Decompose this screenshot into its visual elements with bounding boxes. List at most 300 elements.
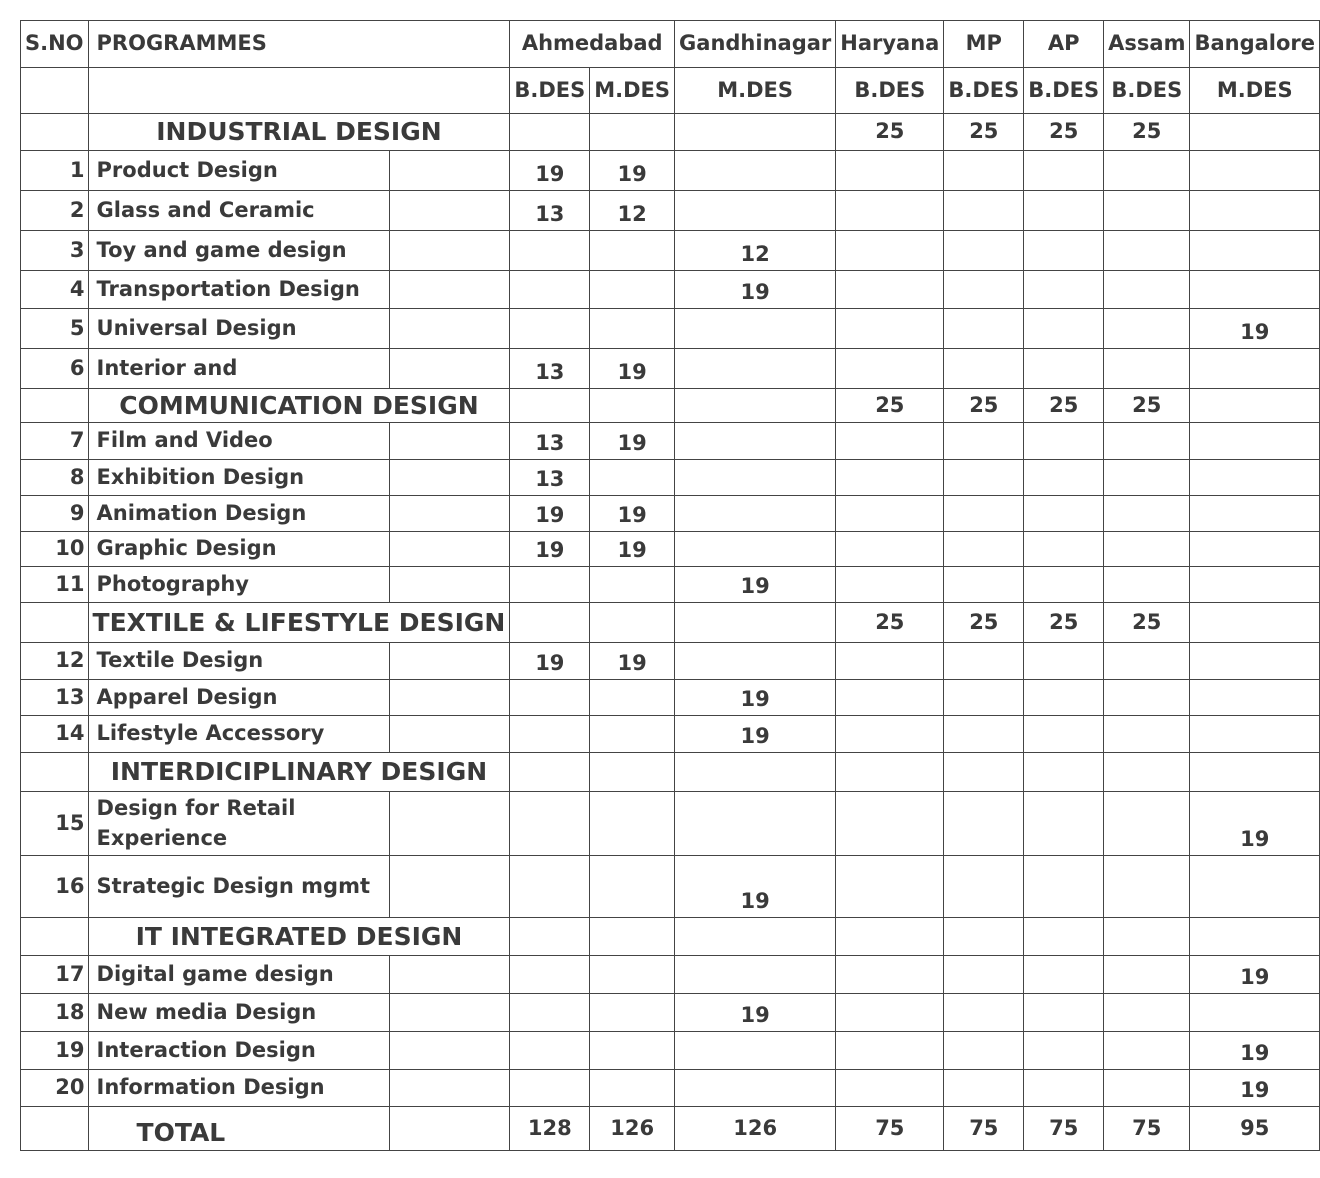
programme-name: Film and Video [88, 423, 390, 460]
seat-count-cell [1104, 956, 1190, 994]
blank-cell [390, 309, 510, 349]
total-value-cell: 126 [590, 1107, 675, 1151]
serial-number: 2 [21, 191, 89, 231]
seat-count-cell [1104, 643, 1190, 680]
table-row [21, 309, 1320, 349]
seat-count-cell [1190, 680, 1320, 716]
seat-count-cell: 19 [1190, 1032, 1320, 1070]
seat-count-cell [590, 994, 675, 1032]
programme-name: Interaction Design [88, 1032, 390, 1070]
seat-count-cell [675, 349, 836, 389]
serial-number: 7 [21, 423, 89, 460]
serial-number: 6 [21, 349, 89, 389]
blank-cell [390, 1070, 510, 1107]
blank-cell [390, 191, 510, 231]
programme-name: Graphic Design [88, 532, 390, 567]
programme-name: Design for Retail Experience [88, 792, 390, 856]
section-title: INDUSTRIAL DESIGN [88, 114, 510, 151]
table-row [21, 231, 1320, 271]
seat-count-cell: 19 [590, 532, 675, 567]
seat-count-cell [1190, 231, 1320, 271]
seat-count-cell: 19 [590, 151, 675, 191]
seat-count-cell [590, 309, 675, 349]
seat-count-cell [944, 460, 1024, 496]
seat-count-cell [944, 716, 1024, 753]
campus-ap: AP [1024, 21, 1104, 68]
programme-name: Universal Design [88, 309, 390, 349]
seat-count-cell [1024, 680, 1104, 716]
seat-count-cell [675, 792, 836, 856]
seat-count-cell [1190, 716, 1320, 753]
blank-cell [21, 603, 89, 643]
seat-count-cell [1024, 792, 1104, 856]
section-value-cell [1190, 603, 1320, 643]
seat-count-cell [1104, 532, 1190, 567]
seat-count-cell [510, 271, 590, 309]
seat-count-cell [836, 1070, 944, 1107]
section-value-cell [510, 114, 590, 151]
programme-name: Photography [88, 567, 390, 603]
section-value-cell [590, 389, 675, 423]
seat-count-cell [590, 567, 675, 603]
section-value-cell: 25 [944, 114, 1024, 151]
seat-count-cell [675, 532, 836, 567]
section-value-cell [1024, 753, 1104, 792]
seat-count-cell [944, 856, 1024, 918]
blank-cell [390, 423, 510, 460]
seat-count-cell: 19 [590, 349, 675, 389]
seat-count-cell [836, 1032, 944, 1070]
section-value-cell: 25 [1104, 389, 1190, 423]
seat-count-cell: 19 [510, 151, 590, 191]
seat-count-cell [590, 716, 675, 753]
seat-count-cell: 19 [1190, 309, 1320, 349]
campus-ahmedabad: Ahmedabad [510, 21, 675, 68]
seat-count-cell [944, 309, 1024, 349]
blank-cell [390, 567, 510, 603]
blank-cell [21, 1107, 89, 1151]
blank-cell [390, 856, 510, 918]
programme-name: Glass and Ceramic [88, 191, 390, 231]
seat-count-cell: 13 [510, 349, 590, 389]
seat-count-cell [1190, 532, 1320, 567]
blank-cell [390, 68, 510, 114]
total-label: TOTAL [88, 1107, 390, 1151]
seat-count-cell [1104, 191, 1190, 231]
seat-count-cell [944, 792, 1024, 856]
seat-count-cell [1104, 1032, 1190, 1070]
seat-count-cell [836, 191, 944, 231]
seat-count-cell [1190, 643, 1320, 680]
blank-header-cell [390, 21, 510, 68]
total-value-cell: 75 [1024, 1107, 1104, 1151]
section-value-cell [510, 918, 590, 956]
seat-count-cell: 19 [510, 532, 590, 567]
seat-count-cell [510, 792, 590, 856]
serial-number: 10 [21, 532, 89, 567]
seat-count-cell [675, 1070, 836, 1107]
blank-cell [390, 496, 510, 532]
seat-count-cell [1104, 496, 1190, 532]
section-value-cell [675, 603, 836, 643]
header-campus-row [21, 21, 1320, 68]
serial-number: 12 [21, 643, 89, 680]
seat-count-cell [675, 643, 836, 680]
table-row [21, 680, 1320, 716]
seat-count-cell [510, 856, 590, 918]
section-value-cell: 25 [1104, 603, 1190, 643]
seat-count-cell [1190, 567, 1320, 603]
table-row [21, 567, 1320, 603]
section-title: TEXTILE & LIFESTYLE DESIGN [88, 603, 510, 643]
blank-cell [21, 918, 89, 956]
total-value-cell: 75 [944, 1107, 1024, 1151]
degree-label: B.DES [1104, 68, 1190, 114]
seat-count-cell [944, 680, 1024, 716]
programme-name: Animation Design [88, 496, 390, 532]
table-row [21, 496, 1320, 532]
section-value-cell [1024, 918, 1104, 956]
section-value-cell: 25 [944, 389, 1024, 423]
section-value-cell: 25 [836, 603, 944, 643]
seat-count-cell [836, 792, 944, 856]
section-value-cell: 25 [1024, 114, 1104, 151]
seat-count-cell [836, 460, 944, 496]
seat-count-cell [944, 994, 1024, 1032]
blank-cell [390, 1107, 510, 1151]
blank-cell [390, 1032, 510, 1070]
seat-count-cell [1024, 191, 1104, 231]
total-value-cell: 75 [836, 1107, 944, 1151]
seat-count-cell [944, 423, 1024, 460]
table-row [21, 191, 1320, 231]
section-value-cell [675, 918, 836, 956]
section-row-textile [21, 603, 1320, 643]
programme-name: Information Design [88, 1070, 390, 1107]
section-value-cell [1190, 114, 1320, 151]
seat-count-cell [1190, 496, 1320, 532]
seat-count-cell: 13 [510, 423, 590, 460]
section-value-cell [1190, 753, 1320, 792]
seat-count-cell [590, 1032, 675, 1070]
section-value-cell [944, 918, 1024, 956]
table-row [21, 956, 1320, 994]
seat-count-cell [944, 1070, 1024, 1107]
table-row [21, 271, 1320, 309]
blank-cell [21, 114, 89, 151]
seat-count-cell: 19 [510, 643, 590, 680]
section-value-cell [675, 114, 836, 151]
sno-header: S.NO [21, 21, 89, 68]
section-row-communication [21, 389, 1320, 423]
seat-count-cell [1104, 994, 1190, 1032]
seat-count-cell [1190, 151, 1320, 191]
seat-count-cell [675, 460, 836, 496]
seat-count-cell [836, 643, 944, 680]
programme-name: Lifestyle Accessory [88, 716, 390, 753]
section-row-it [21, 918, 1320, 956]
programme-name: Product Design [88, 151, 390, 191]
seat-count-cell [1024, 567, 1104, 603]
seat-count-cell [1190, 423, 1320, 460]
seat-count-cell [836, 956, 944, 994]
degree-label: B.DES [1024, 68, 1104, 114]
table-row [21, 151, 1320, 191]
seat-count-cell [1024, 956, 1104, 994]
seat-count-cell: 19 [1190, 1070, 1320, 1107]
seat-count-cell [510, 1070, 590, 1107]
section-value-cell: 25 [1024, 389, 1104, 423]
seat-count-cell: 13 [510, 460, 590, 496]
seat-count-cell [510, 956, 590, 994]
blank-cell [390, 460, 510, 496]
seat-count-cell [675, 956, 836, 994]
programme-name: Toy and game design [88, 231, 390, 271]
programme-name: Apparel Design [88, 680, 390, 716]
seat-count-cell [1104, 680, 1190, 716]
serial-number: 8 [21, 460, 89, 496]
serial-number: 15 [21, 792, 89, 856]
blank-cell [390, 994, 510, 1032]
seat-count-cell [590, 956, 675, 994]
section-value-cell [590, 114, 675, 151]
section-value-cell [510, 603, 590, 643]
seat-count-cell [1024, 532, 1104, 567]
campus-mp: MP [944, 21, 1024, 68]
seat-count-cell [1104, 349, 1190, 389]
table-row [21, 792, 1320, 856]
seat-count-cell [590, 460, 675, 496]
blank-cell [390, 532, 510, 567]
seat-count-cell [944, 496, 1024, 532]
seat-count-cell: 19 [510, 496, 590, 532]
seat-count-cell [590, 1070, 675, 1107]
seat-count-cell [944, 151, 1024, 191]
seat-count-cell [675, 496, 836, 532]
degree-label: M.DES [675, 68, 836, 114]
seat-count-cell [1190, 349, 1320, 389]
blank-cell [390, 716, 510, 753]
seat-count-cell [1190, 191, 1320, 231]
programme-name: Textile Design [88, 643, 390, 680]
total-value-cell: 128 [510, 1107, 590, 1151]
seat-count-cell [944, 271, 1024, 309]
seat-count-cell [675, 1032, 836, 1070]
seat-count-cell [836, 856, 944, 918]
section-value-cell [675, 389, 836, 423]
seat-count-cell [836, 994, 944, 1032]
serial-number: 1 [21, 151, 89, 191]
blank-cell [390, 271, 510, 309]
seat-count-cell [1190, 460, 1320, 496]
section-value-cell: 25 [1024, 603, 1104, 643]
seat-count-cell [836, 496, 944, 532]
blank-cell [390, 349, 510, 389]
seat-count-cell [1024, 271, 1104, 309]
seat-count-cell [675, 151, 836, 191]
blank-cell [390, 792, 510, 856]
seat-count-cell [1024, 1032, 1104, 1070]
section-value-cell [675, 753, 836, 792]
seat-count-cell: 19 [675, 856, 836, 918]
serial-number: 17 [21, 956, 89, 994]
section-value-cell [590, 753, 675, 792]
programme-name: Strategic Design mgmt [88, 856, 390, 918]
seat-count-cell [1104, 792, 1190, 856]
seat-count-cell [590, 792, 675, 856]
table-row [21, 856, 1320, 918]
section-value-cell: 25 [836, 389, 944, 423]
seat-count-cell [944, 643, 1024, 680]
seat-count-cell: 19 [1190, 956, 1320, 994]
seat-count-cell: 19 [675, 716, 836, 753]
section-value-cell [590, 603, 675, 643]
seat-count-cell [1024, 309, 1104, 349]
degree-label: M.DES [590, 68, 675, 114]
total-value-cell: 75 [1104, 1107, 1190, 1151]
seat-count-cell [1104, 716, 1190, 753]
seat-count-cell [1024, 231, 1104, 271]
seat-count-cell [1024, 460, 1104, 496]
seat-count-cell [1024, 994, 1104, 1032]
seat-count-cell [944, 1032, 1024, 1070]
seat-count-cell [675, 191, 836, 231]
table-row [21, 532, 1320, 567]
table-row [21, 1032, 1320, 1070]
programmes-header: PROGRAMMES [88, 21, 390, 68]
seat-count-cell [1024, 643, 1104, 680]
serial-number: 3 [21, 231, 89, 271]
seat-count-cell [1190, 856, 1320, 918]
campus-haryana: Haryana [836, 21, 944, 68]
seat-matrix-table [20, 20, 1320, 1151]
section-value-cell: 25 [836, 114, 944, 151]
section-value-cell: 25 [1104, 114, 1190, 151]
campus-bangalore: Bangalore [1190, 21, 1320, 68]
seat-count-cell: 19 [590, 643, 675, 680]
programme-name: New media Design [88, 994, 390, 1032]
seat-count-cell [836, 532, 944, 567]
degree-label: B.DES [836, 68, 944, 114]
section-value-cell [1104, 753, 1190, 792]
seat-count-cell [510, 994, 590, 1032]
seat-count-cell [1024, 349, 1104, 389]
seat-count-cell [1104, 271, 1190, 309]
seat-count-cell [675, 423, 836, 460]
section-title: INTERDICIPLINARY DESIGN [88, 753, 510, 792]
seat-count-cell [590, 856, 675, 918]
seat-count-cell [944, 231, 1024, 271]
seat-count-cell: 19 [590, 423, 675, 460]
table-row [21, 349, 1320, 389]
seat-count-cell: 19 [1190, 792, 1320, 856]
degree-label: M.DES [1190, 68, 1320, 114]
seat-count-cell [1190, 271, 1320, 309]
section-value-cell: 25 [944, 603, 1024, 643]
seat-count-cell [836, 680, 944, 716]
seat-count-cell [944, 567, 1024, 603]
serial-number: 16 [21, 856, 89, 918]
seat-count-cell: 19 [675, 994, 836, 1032]
header-degree-row [21, 68, 1320, 114]
section-value-cell [1190, 389, 1320, 423]
seat-count-cell [1104, 309, 1190, 349]
table-row [21, 460, 1320, 496]
programme-name: Digital game design [88, 956, 390, 994]
seat-count-cell: 19 [675, 680, 836, 716]
section-row-interdisciplinary [21, 753, 1320, 792]
blank-cell [21, 753, 89, 792]
seat-count-cell [1104, 151, 1190, 191]
seat-count-cell [510, 567, 590, 603]
section-value-cell [944, 753, 1024, 792]
seat-count-cell [836, 423, 944, 460]
blank-cell [88, 68, 390, 114]
seat-count-cell [944, 349, 1024, 389]
seat-count-cell [510, 680, 590, 716]
seat-count-cell [1024, 423, 1104, 460]
section-title: COMMUNICATION DESIGN [88, 389, 510, 423]
seat-count-cell [510, 1032, 590, 1070]
seat-count-cell [836, 231, 944, 271]
section-value-cell [590, 918, 675, 956]
seat-count-cell [944, 532, 1024, 567]
serial-number: 4 [21, 271, 89, 309]
blank-cell [390, 956, 510, 994]
seat-count-cell [590, 680, 675, 716]
serial-number: 5 [21, 309, 89, 349]
seat-count-cell [944, 191, 1024, 231]
seat-count-cell [944, 956, 1024, 994]
section-title: IT INTEGRATED DESIGN [88, 918, 510, 956]
seat-count-cell: 13 [510, 191, 590, 231]
seat-count-cell [1024, 856, 1104, 918]
total-row [21, 1107, 1320, 1151]
campus-gandhinagar: Gandhinagar [675, 21, 836, 68]
seat-count-cell [836, 567, 944, 603]
seat-count-cell: 12 [590, 191, 675, 231]
seat-count-cell [675, 309, 836, 349]
serial-number: 14 [21, 716, 89, 753]
seat-count-cell [1104, 856, 1190, 918]
table-row [21, 423, 1320, 460]
seat-count-cell [590, 231, 675, 271]
section-value-cell [1104, 918, 1190, 956]
degree-label: B.DES [510, 68, 590, 114]
table-row [21, 643, 1320, 680]
seat-count-cell [1024, 1070, 1104, 1107]
serial-number: 9 [21, 496, 89, 532]
seat-count-cell [510, 309, 590, 349]
blank-cell [390, 231, 510, 271]
seat-count-cell [836, 309, 944, 349]
seat-count-cell [590, 271, 675, 309]
total-value-cell: 126 [675, 1107, 836, 1151]
seat-count-cell [1190, 994, 1320, 1032]
seat-count-cell [836, 349, 944, 389]
seat-count-cell [1104, 423, 1190, 460]
seat-count-cell [1104, 231, 1190, 271]
seat-count-cell: 19 [675, 271, 836, 309]
seat-count-cell [1104, 567, 1190, 603]
blank-cell [21, 68, 89, 114]
table-row [21, 716, 1320, 753]
programme-name: Transportation Design [88, 271, 390, 309]
seat-count-cell [1024, 716, 1104, 753]
section-value-cell [510, 753, 590, 792]
serial-number: 13 [21, 680, 89, 716]
seat-count-cell: 19 [675, 567, 836, 603]
